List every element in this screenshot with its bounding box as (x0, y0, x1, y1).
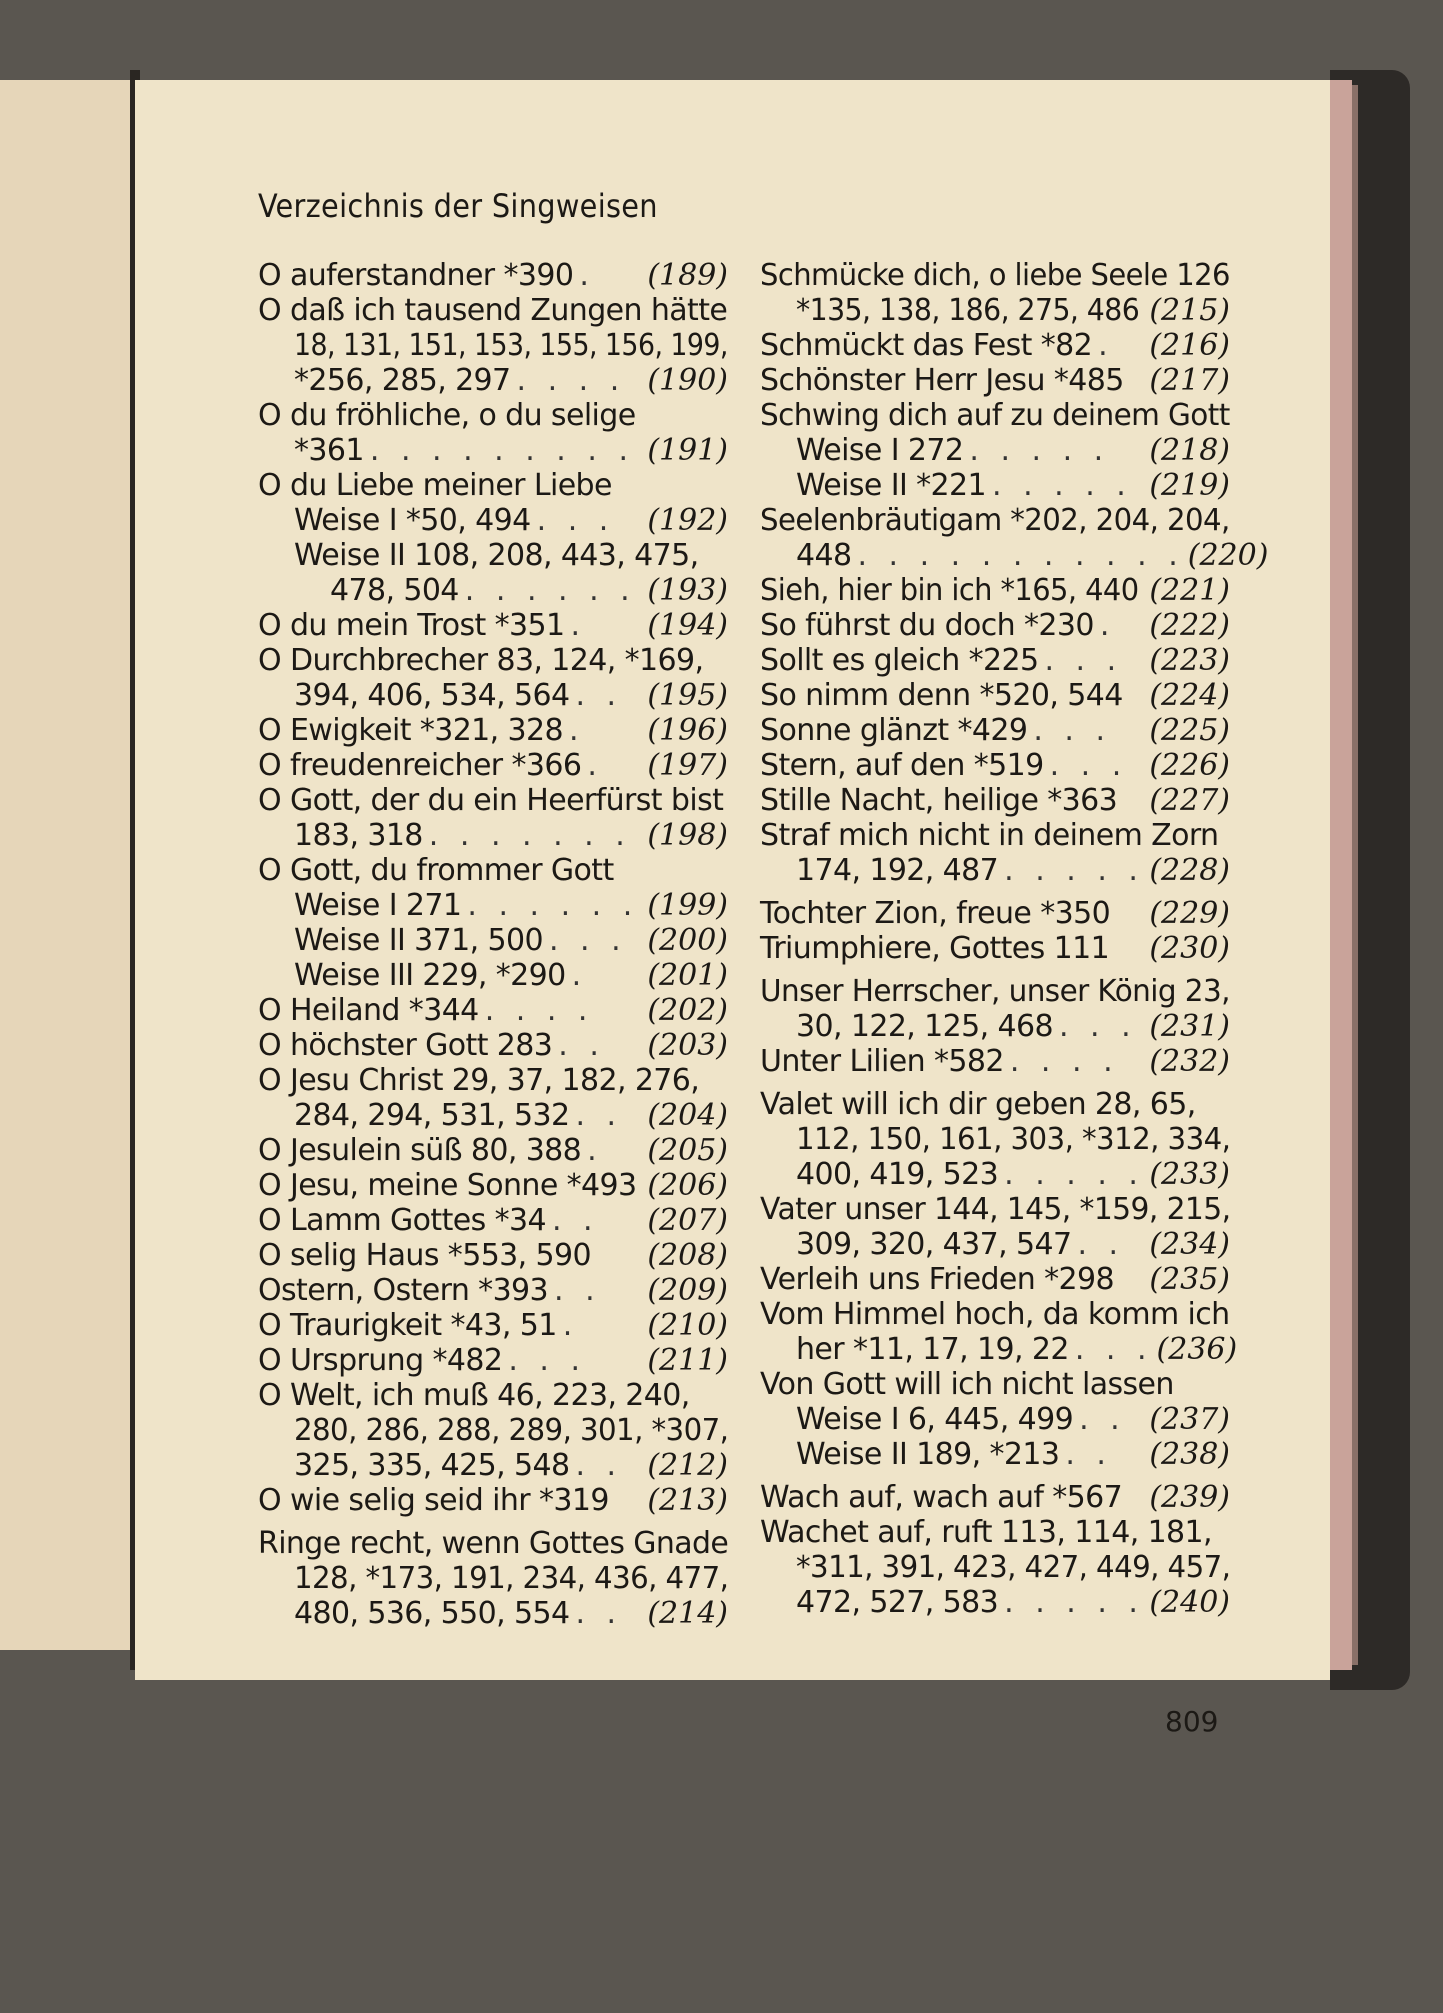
entry-text: O du fröhliche, o du selige (258, 398, 636, 433)
index-entry-line (760, 503, 1230, 538)
page-block-shadow (1352, 85, 1358, 1665)
entry-leader-dots: . . . (1049, 748, 1128, 783)
index-entry-line (760, 433, 1230, 468)
index-entry-line (258, 713, 728, 748)
entry-leader-dots: . (587, 748, 603, 783)
entry-leader-dots: . . . . (1009, 1044, 1119, 1079)
entry-text: 18, 131, 151, 153, 155, 156, 199, (294, 328, 728, 363)
index-entry-line (258, 888, 728, 923)
index-entry-line (258, 993, 728, 1028)
entry-leader-dots: . . . (1074, 1332, 1153, 1367)
index-entry-line (258, 1098, 728, 1133)
index-entry-line (760, 468, 1230, 503)
index-entry-line (258, 468, 728, 503)
index-entry-line (258, 1448, 728, 1483)
entry-number: (226) (1149, 748, 1230, 783)
entry-text: 280, 286, 288, 289, 301, *307, (294, 1413, 729, 1448)
index-entry-line (760, 398, 1230, 433)
index-entry-line (760, 1332, 1238, 1367)
entry-number: (198) (647, 818, 728, 853)
entry-text: Sollt es gleich *225 (760, 643, 1039, 678)
index-entry-line (760, 931, 1230, 966)
index-entry-line (258, 678, 728, 713)
entry-leader-dots: . . . (1044, 643, 1123, 678)
entry-number: (237) (1149, 1402, 1230, 1437)
entry-text: Vom Himmel hoch, da komm ich (760, 1297, 1230, 1332)
entry-number: (234) (1149, 1227, 1230, 1262)
entry-text: O Traurigkeit *43, 51 (258, 1308, 557, 1343)
index-entry-line (760, 573, 1230, 608)
entry-text: O wie selig seid ihr *319 (258, 1483, 609, 1518)
entry-number: (191) (647, 433, 728, 468)
entry-text: Weise III 229, *290 (294, 958, 566, 993)
entry-text: O freudenreicher *366 (258, 748, 582, 783)
entry-text: O Welt, ich muß 46, 223, 240, (258, 1378, 690, 1413)
entry-text: 309, 320, 437, 547 (796, 1227, 1072, 1262)
entry-leader-dots: . (570, 608, 586, 643)
index-entry-line (760, 293, 1230, 328)
entry-leader-dots: . . . . (484, 993, 594, 1028)
entry-leader-dots: . . (554, 1273, 601, 1308)
entry-text: *361 (294, 433, 364, 468)
page-block-edge (1330, 80, 1352, 1670)
index-entry-line (258, 1168, 728, 1203)
entry-text: *256, 285, 297 (294, 363, 511, 398)
entry-text: O du mein Trost *351 (258, 608, 565, 643)
entry-text: Wachet auf, ruft 113, 114, 181, (760, 1515, 1212, 1550)
entry-number: (225) (1149, 713, 1230, 748)
entry-text: O Gott, der du ein Heerfürst bist (258, 783, 724, 818)
entry-text: Ringe recht, wenn Gottes Gnade (258, 1526, 729, 1561)
entry-leader-dots: . . . (536, 503, 615, 538)
index-entry-line (760, 258, 1230, 293)
entry-number: (197) (647, 748, 728, 783)
entry-number: (207) (647, 1203, 728, 1238)
index-entry-line (760, 1192, 1230, 1227)
entry-leader-dots: . . . . . . . (428, 818, 631, 853)
entry-text: O auferstandner *390 (258, 258, 574, 293)
index-entry-line (760, 1157, 1230, 1192)
entry-leader-dots: . (571, 958, 588, 993)
index-column-right (760, 258, 1269, 1620)
index-entry-line (258, 258, 728, 293)
entry-text: 394, 406, 534, 564 (294, 678, 570, 713)
index-entry-line (760, 643, 1230, 678)
entry-text: Wach auf, wach auf *567 (760, 1480, 1123, 1515)
index-entry-line (258, 1028, 728, 1063)
index-entry-line (258, 1273, 728, 1308)
index-entry-line (760, 853, 1230, 888)
entry-leader-dots: . (562, 1308, 579, 1343)
index-entry-line (760, 328, 1230, 363)
entry-number: (205) (647, 1133, 728, 1168)
entry-text: So führst du doch *230 (760, 608, 1094, 643)
index-entry-line (258, 818, 728, 853)
index-entry-line (760, 1550, 1230, 1585)
entry-text: O daß ich tausend Zungen hätte (258, 293, 728, 328)
index-entry-line (258, 1308, 728, 1343)
entry-leader-dots: . . . . . . . . . (369, 433, 634, 468)
entry-number: (199) (647, 888, 728, 923)
entry-text: Seelenbräutigam *202, 204, 204, (760, 503, 1230, 538)
index-entry-line (760, 1227, 1230, 1262)
entry-number: (212) (647, 1448, 728, 1483)
entry-number: (209) (647, 1273, 728, 1308)
entry-text: *311, 391, 423, 427, 449, 457, (796, 1550, 1231, 1585)
entry-number: (232) (1149, 1044, 1230, 1079)
entry-text: Weise I 272 (796, 433, 964, 468)
entry-number: (239) (1149, 1480, 1230, 1515)
entry-number: (194) (647, 608, 728, 643)
index-entry-line (760, 1480, 1230, 1515)
index-entry-line (760, 538, 1269, 573)
entry-text: O Jesu Christ 29, 37, 182, 276, (258, 1063, 700, 1098)
entry-number: (196) (647, 713, 728, 748)
entry-number: (216) (1149, 328, 1230, 363)
index-entry-line (258, 1483, 728, 1518)
entry-text: Schwing dich auf zu deinem Gott (760, 398, 1230, 433)
index-entry-line (258, 573, 728, 608)
entry-text: Unser Herrscher, unser König 23, (760, 974, 1230, 1009)
entry-text: Straf mich nicht in deinem Zorn (760, 818, 1219, 853)
index-entry-line (760, 1585, 1230, 1620)
index-entry-line (258, 1596, 728, 1631)
entry-text: O Lamm Gottes *34 (258, 1203, 546, 1238)
entry-text: 128, *173, 191, 234, 436, 477, (294, 1561, 729, 1596)
entry-text: Weise II *221 (796, 468, 987, 503)
index-entry-line (258, 398, 728, 433)
entry-text: So nimm denn *520, 544 (760, 678, 1123, 713)
index-entry-line (258, 1526, 728, 1561)
entry-leader-dots: . (579, 258, 595, 293)
entry-number: (229) (1149, 896, 1230, 931)
entry-number: (192) (647, 503, 728, 538)
index-entry-line (258, 293, 728, 328)
entry-leader-dots: . . . (508, 1343, 587, 1378)
entry-text: Schmücke dich, o liebe Seele 126 (760, 258, 1230, 293)
entry-text: Valet will ich dir geben 28, 65, (760, 1087, 1196, 1122)
entry-text: Weise II 189, *213 (796, 1437, 1060, 1472)
entry-number: (222) (1149, 608, 1230, 643)
entry-text: Triumphiere, Gottes 111 (760, 931, 1110, 966)
entry-leader-dots: . (569, 713, 585, 748)
entry-text: her *11, 17, 19, 22 (796, 1332, 1069, 1367)
entry-text: 174, 192, 487 (796, 853, 999, 888)
index-entry-line (760, 783, 1230, 818)
index-entry-line (258, 538, 728, 573)
entry-number: (219) (1149, 468, 1230, 503)
index-entry-line (258, 608, 728, 643)
entry-text: O selig Haus *553, 590 (258, 1238, 592, 1273)
entry-text: Von Gott will ich nicht lassen (760, 1367, 1174, 1402)
entry-leader-dots: . . . . . . (467, 888, 639, 923)
index-entry-line (258, 503, 728, 538)
entry-leader-dots: . (1098, 328, 1114, 363)
index-entry-line (760, 1297, 1230, 1332)
entry-text: 400, 419, 523 (796, 1157, 999, 1192)
index-entry-line (760, 1367, 1230, 1402)
facing-page-edge (0, 80, 138, 1650)
entry-text: 112, 150, 161, 303, *312, 334, (796, 1122, 1231, 1157)
index-entry-line (258, 1343, 728, 1378)
entry-leader-dots: . (587, 1133, 603, 1168)
entry-text: O Ewigkeit *321, 328 (258, 713, 564, 748)
entry-number: (240) (1149, 1585, 1230, 1620)
index-entry-line (760, 974, 1230, 1009)
entry-text: O Heiland *344 (258, 993, 479, 1028)
index-entry-line (258, 783, 728, 818)
entry-number: (193) (647, 573, 728, 608)
entry-number: (228) (1149, 853, 1230, 888)
entry-leader-dots: . . . . (516, 363, 626, 398)
entry-leader-dots: . . (1077, 1227, 1125, 1262)
entry-text: O du Liebe meiner Liebe (258, 468, 612, 503)
entry-leader-dots: . . (575, 678, 623, 713)
entry-number: (203) (647, 1028, 728, 1063)
entry-leader-dots: . (1099, 608, 1116, 643)
index-entry-line (258, 748, 728, 783)
index-entry-line (258, 1378, 728, 1413)
entry-leader-dots: . . (575, 1596, 623, 1631)
entry-text: 30, 122, 125, 468 (796, 1009, 1053, 1044)
entry-leader-dots: . . (575, 1448, 623, 1483)
index-entry-line (760, 748, 1230, 783)
entry-text: O höchster Gott 283 (258, 1028, 553, 1063)
entry-number: (202) (647, 993, 728, 1028)
index-column-left (258, 258, 728, 1631)
entry-number: (236) (1156, 1332, 1238, 1367)
index-entry-line (258, 643, 728, 678)
entry-number: (214) (647, 1596, 728, 1631)
entry-text: O Ursprung *482 (258, 1343, 503, 1378)
entry-leader-dots: . . . . . (969, 433, 1110, 468)
entry-leader-dots: . . (551, 1203, 599, 1238)
entry-text: Vater unser 144, 145, *159, 215, (760, 1192, 1231, 1227)
entry-text: *135, 138, 186, 275, 486 (796, 293, 1140, 328)
entry-text: 480, 536, 550, 554 (294, 1596, 570, 1631)
entry-number: (200) (647, 923, 728, 958)
entry-text: 478, 504 (330, 573, 459, 608)
entry-leader-dots: . . . . . (1004, 1585, 1144, 1620)
entry-text: 183, 318 (294, 818, 423, 853)
index-entry-line (258, 1203, 728, 1238)
index-entry-line (258, 1063, 728, 1098)
index-entry-line (760, 713, 1230, 748)
entry-text: Tochter Zion, freue *350 (760, 896, 1111, 931)
index-entry-line (760, 1122, 1230, 1157)
entry-number: (195) (647, 678, 728, 713)
entry-text: Sonne glänzt *429 (760, 713, 1028, 748)
entry-text: O Durchbrecher 83, 124, *169, (258, 643, 704, 678)
index-entry-line (760, 1515, 1230, 1550)
index-heading: Verzeichnis der Singweisen (258, 187, 658, 225)
entry-number: (201) (647, 958, 728, 993)
index-entry-line (258, 1238, 728, 1273)
entry-text: O Gott, du frommer Gott (258, 853, 614, 888)
entry-leader-dots: . . (575, 1098, 623, 1133)
entry-text: O Jesu, meine Sonne *493 (258, 1168, 637, 1203)
index-entry-line (258, 1561, 728, 1596)
index-entry-line (258, 363, 728, 398)
entry-text: Sieh, hier bin ich *165, 440 (760, 573, 1139, 608)
entry-number: (227) (1149, 783, 1230, 818)
entry-text: 472, 527, 583 (796, 1585, 999, 1620)
entry-number: (223) (1149, 643, 1230, 678)
entry-number: (238) (1149, 1437, 1230, 1472)
entry-number: (204) (647, 1098, 728, 1133)
entry-leader-dots: . . (1065, 1437, 1112, 1472)
entry-number: (221) (1149, 573, 1230, 608)
entry-number: (220) (1187, 538, 1269, 573)
index-entry-line (760, 608, 1230, 643)
entry-leader-dots: . . . . . (1004, 1157, 1144, 1192)
entry-number: (211) (647, 1343, 728, 1378)
index-entry-line (760, 1262, 1230, 1297)
index-entry-line (760, 818, 1230, 853)
entry-text: Weise I 6, 445, 499 (796, 1402, 1074, 1437)
entry-text: Weise II 108, 208, 443, 475, (294, 538, 699, 573)
entry-text: Weise I 271 (294, 888, 462, 923)
index-entry-line (760, 1437, 1230, 1472)
entry-leader-dots: . . . (1033, 713, 1111, 748)
entry-text: Unter Lilien *582 (760, 1044, 1004, 1079)
index-entry-line (760, 1009, 1230, 1044)
entry-number: (235) (1149, 1262, 1230, 1297)
entry-number: (230) (1149, 931, 1230, 966)
index-entry-line (258, 958, 728, 993)
entry-text: Weise II 371, 500 (294, 923, 543, 958)
index-entry-line (258, 1413, 728, 1448)
page-number: 809 (1165, 1705, 1219, 1738)
entry-number: (213) (647, 1483, 728, 1518)
entry-leader-dots: . . (558, 1028, 605, 1063)
entry-number: (215) (1149, 293, 1230, 328)
entry-leader-dots: . . . . . (992, 468, 1132, 503)
index-entry-line (258, 853, 728, 888)
index-entry-line (760, 678, 1230, 713)
index-entry-line (760, 896, 1230, 931)
entry-text: Ostern, Ostern *393 (258, 1273, 549, 1308)
index-entry-line (258, 1133, 728, 1168)
entry-number: (190) (647, 363, 728, 398)
index-entry-line (258, 328, 728, 363)
entry-leader-dots: . . . . . . . . . . . (857, 538, 1184, 573)
entry-number: (218) (1149, 433, 1230, 468)
entry-number: (224) (1149, 678, 1230, 713)
entry-number: (210) (647, 1308, 728, 1343)
entry-text: 448 (796, 538, 852, 573)
entry-number: (217) (1149, 363, 1230, 398)
entry-number: (208) (647, 1238, 728, 1273)
index-entry-line (760, 1402, 1230, 1437)
entry-text: Schönster Herr Jesu *485 (760, 363, 1124, 398)
entry-leader-dots: . . (1079, 1402, 1126, 1437)
entry-number: (189) (647, 258, 728, 293)
entry-leader-dots: . . . (548, 923, 627, 958)
index-entry-line (760, 1087, 1230, 1122)
entry-text: Weise I *50, 494 (294, 503, 531, 538)
entry-text: Verleih uns Frieden *298 (760, 1262, 1114, 1297)
entry-leader-dots: . . . . . . (464, 573, 636, 608)
entry-text: 325, 335, 425, 548 (294, 1448, 570, 1483)
entry-number: (206) (647, 1168, 728, 1203)
index-entry-line (258, 923, 728, 958)
entry-text: Schmückt das Fest *82 (760, 328, 1093, 363)
entry-leader-dots: . . . (1058, 1009, 1137, 1044)
index-entry-line (760, 1044, 1230, 1079)
index-entry-line (760, 363, 1230, 398)
entry-leader-dots: . . . . . (1004, 853, 1144, 888)
entry-text: 284, 294, 531, 532 (294, 1098, 570, 1133)
entry-number: (231) (1149, 1009, 1230, 1044)
entry-text: O Jesulein süß 80, 388 (258, 1133, 582, 1168)
entry-text: Stern, auf den *519 (760, 748, 1044, 783)
index-entry-line (258, 433, 728, 468)
entry-number: (233) (1149, 1157, 1230, 1192)
entry-text: Stille Nacht, heilige *363 (760, 783, 1118, 818)
